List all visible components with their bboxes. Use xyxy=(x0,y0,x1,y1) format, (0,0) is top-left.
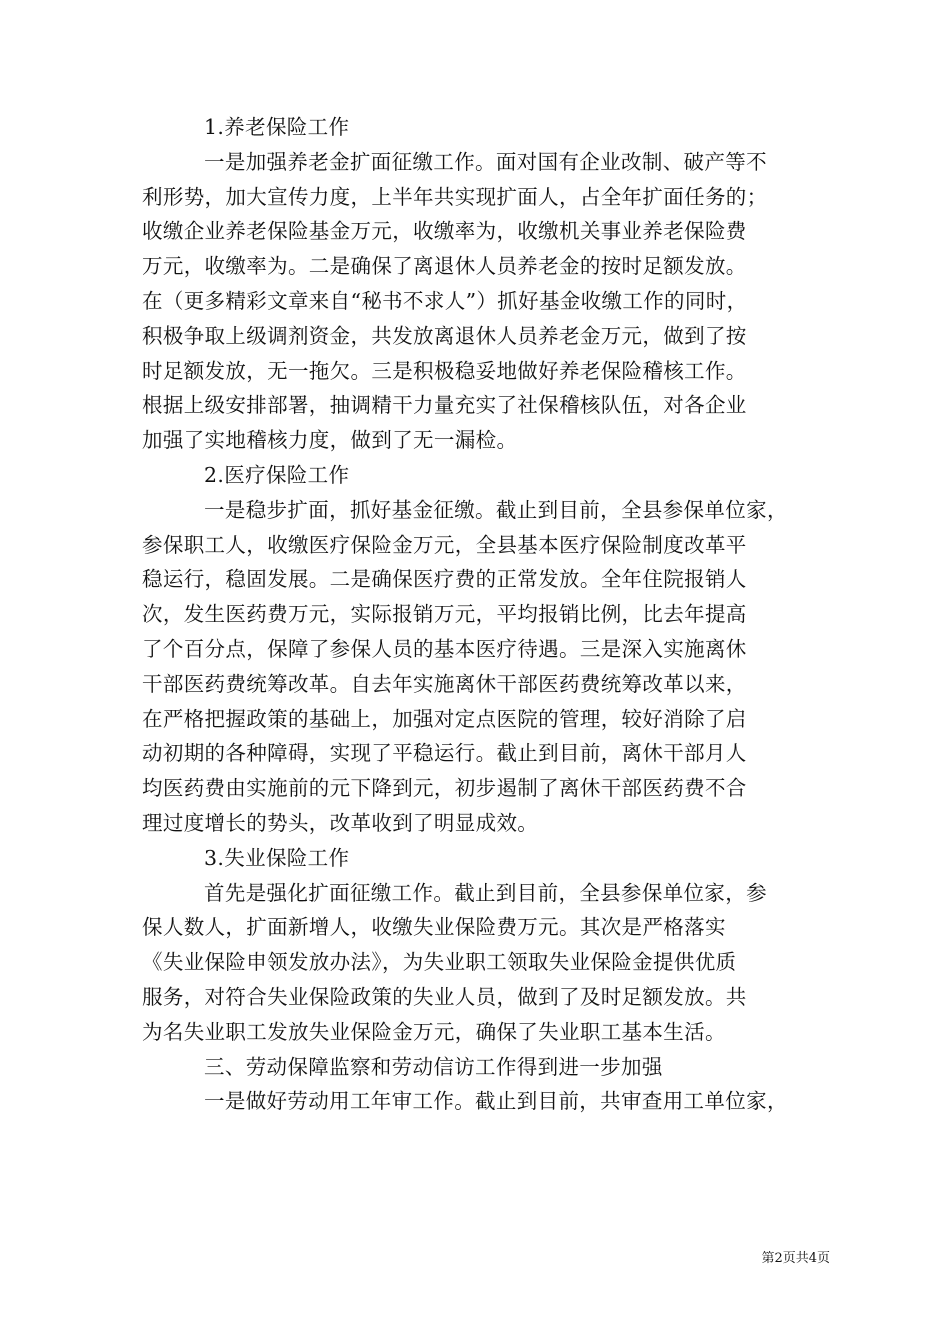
paragraph-line: 积极争取上级调剂资金，共发放离退休人员养老金万元，做到了按 xyxy=(142,323,747,348)
paragraph-line: 次，发生医药费万元，实际报销万元，平均报销比例，比去年提高 xyxy=(142,602,747,627)
paragraph-line: 万元，收缴率为。二是确保了离退休人员养老金的按时足额发放。 xyxy=(142,254,747,279)
section-heading-pension: 1.养老保险工作 xyxy=(204,115,350,139)
paragraph-line: 加强了实地稽核力度，做到了无一漏检。 xyxy=(142,428,518,453)
paragraph-line: 在严格把握政策的基础上，加强对定点医院的管理，较好消除了启 xyxy=(142,706,747,731)
section-heading-unemployment: 3.失业保险工作 xyxy=(204,845,350,870)
paragraph-line: 理过度增长的势头，改革收到了明显成效。 xyxy=(142,810,539,835)
document-body xyxy=(142,110,830,1119)
paragraph-line: 一是加强养老金扩面征缴工作。面对国有企业改制、破产等不 xyxy=(204,149,767,174)
paragraph-line: 一是做好劳动用工年审工作。截止到目前，共审查用工单位家， xyxy=(204,1089,788,1114)
paragraph-line: 动初期的各种障碍，实现了平稳运行。截止到目前，离休干部月人 xyxy=(142,741,747,766)
paragraph-line: 稳运行，稳固发展。二是确保医疗费的正常发放。全年住院报销人 xyxy=(142,567,747,592)
paragraph-line: 收缴企业养老保险基金万元，收缴率为，收缴机关事业养老保险费 xyxy=(142,219,747,244)
section-heading-medical: 2.医疗保险工作 xyxy=(204,462,350,487)
paragraph-line: 一是稳步扩面，抓好基金征缴。截止到目前，全县参保单位家， xyxy=(204,497,788,522)
paragraph-line: 利形势，加大宣传力度，上半年共实现扩面人，占全年扩面任务的； xyxy=(142,184,768,209)
paragraph-line: 时足额发放，无一拖欠。三是积极稳妥地做好养老保险稽核工作。 xyxy=(142,358,747,383)
paragraph-line: 为名失业职工发放失业保险金万元，确保了失业职工基本生活。 xyxy=(142,1019,726,1044)
paragraph-line: 根据上级安排部署，抽调精干力量充实了社保稽核队伍，对各企业 xyxy=(142,393,747,418)
paragraph-line: 在（更多精彩文章来自“秘书不求人”）抓好基金收缴工作的同时， xyxy=(142,288,748,313)
paragraph-line: 首先是强化扩面征缴工作。截止到目前，全县参保单位家，参 xyxy=(204,880,767,905)
paragraph-line: 了个百分点，保障了参保人员的基本医疗待遇。三是深入实施离休 xyxy=(142,636,747,661)
paragraph-line: 干部医药费统筹改革。自去年实施离休干部医药费统筹改革以来， xyxy=(142,671,747,696)
page-indicator: 第2页共4页 xyxy=(761,1251,830,1266)
paragraph-line: 《失业保险申领发放办法》，为失业职工领取失业保险金提供优质 xyxy=(142,950,737,975)
paragraph-line: 保人数人，扩面新增人，收缴失业保险费万元。其次是严格落实 xyxy=(142,915,726,940)
paragraph-line: 均医药费由实施前的元下降到元，初步遏制了离休干部医药费不合 xyxy=(142,776,747,801)
paragraph-line: 服务，对符合失业保险政策的失业人员，做到了及时足额发放。共 xyxy=(142,984,747,1009)
section-heading-labor-supervision: 三、劳动保障监察和劳动信访工作得到进一步加强 xyxy=(204,1054,663,1079)
paragraph-line: 参保职工人，收缴医疗保险金万元，全县基本医疗保险制度改革平 xyxy=(142,532,747,557)
